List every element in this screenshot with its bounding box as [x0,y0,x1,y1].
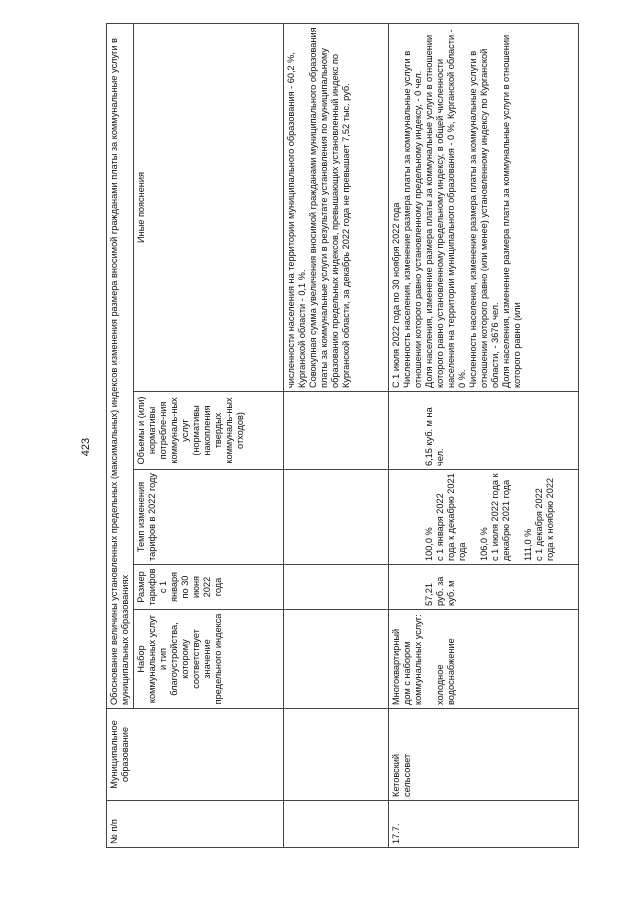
row-tariff [284,565,389,610]
header-municipality: Муниципальное образование [107,709,284,801]
row-municipality: Кетовский сельсовет [389,709,579,801]
row-volume: 6,15 куб. м на чел. [389,392,579,470]
header-growth: Темп изменения тарифов в 2022 году [134,470,284,565]
header-tariff: Размер тарифов с 1 января по 30 июня 2022 года [134,565,284,610]
header-volume: Объемы и (или) нормативы потребле-ния коммуналь-ных услуг (нормативы накопления твердых коммуналь-ных отходов) [134,392,284,470]
row-tariff: 57,21 руб. за куб. м [389,565,579,610]
row-num [284,801,389,848]
row-volume [284,392,389,470]
header-row-1 [107,24,134,848]
row-notes: С 1 июля 2022 года по 30 ноября 2022 года Численность населения, изменение размера платы за коммунальные услуги в отношении которого равно установленному предельному индексу, - 0 чел. Доля населения, изменение размера платы за коммунальные услуги в отношении которого равно установленному предельному индексу, в общей численности населения на территории муниципального образования - 0 %, Курганской области - 0 %. Численность населения, изменение размера платы за коммунальные услуги в отношении которого равно (или менее) установленному индексу по Курганской области, - 3676 чел. Доля населения, изменение размера платы за коммунальные услуги в отношении которого равно (или [389,24,579,392]
header-num: № п/п [107,801,284,848]
row-num: 17.7. [389,801,579,848]
header-notes: Иные пояснения [134,24,284,392]
row-notes: численности населения на территории муниципального образования - 60,2 %, Курганской области - 0,1 %. Совокупная сумма увеличения вносимой гражданами муниципального образования платы за коммунальные услуги в результате установления по муниципальному образованию предельных индексов, превышающих установленный индекс по Курганской области, за декабрь 2022 года не превышает 7,52 тыс. руб. [284,24,389,392]
row-set [284,610,389,709]
table-row [389,24,579,848]
header-group-title: Обоснование величины установленных предельных (максимальных) индексов изменения размера вносимой гражданами платы за коммунальные услуги в муниципальных образованиях [107,24,134,709]
row-growth [284,470,389,565]
row-growth: 100,0 % с 1 января 2022 года к декабрю 2021 года 106,0 % с 1 июля 2022 года к декабрю 2021 года 111,0 % с 1 декабря 2022 года к ноябрю 2022 [389,470,579,565]
page-number: 423 [80,437,92,457]
row-municipality [284,709,389,801]
header-set: Набор коммунальных услуг и тип благоустройства, которому соответствует значение предельного индекса [134,610,284,709]
row-set: Многоквартирный дом с набором коммунальных услуг: холодное водоснабжение [389,610,579,709]
tariff-justification-table [106,23,579,848]
table-row [284,24,389,848]
